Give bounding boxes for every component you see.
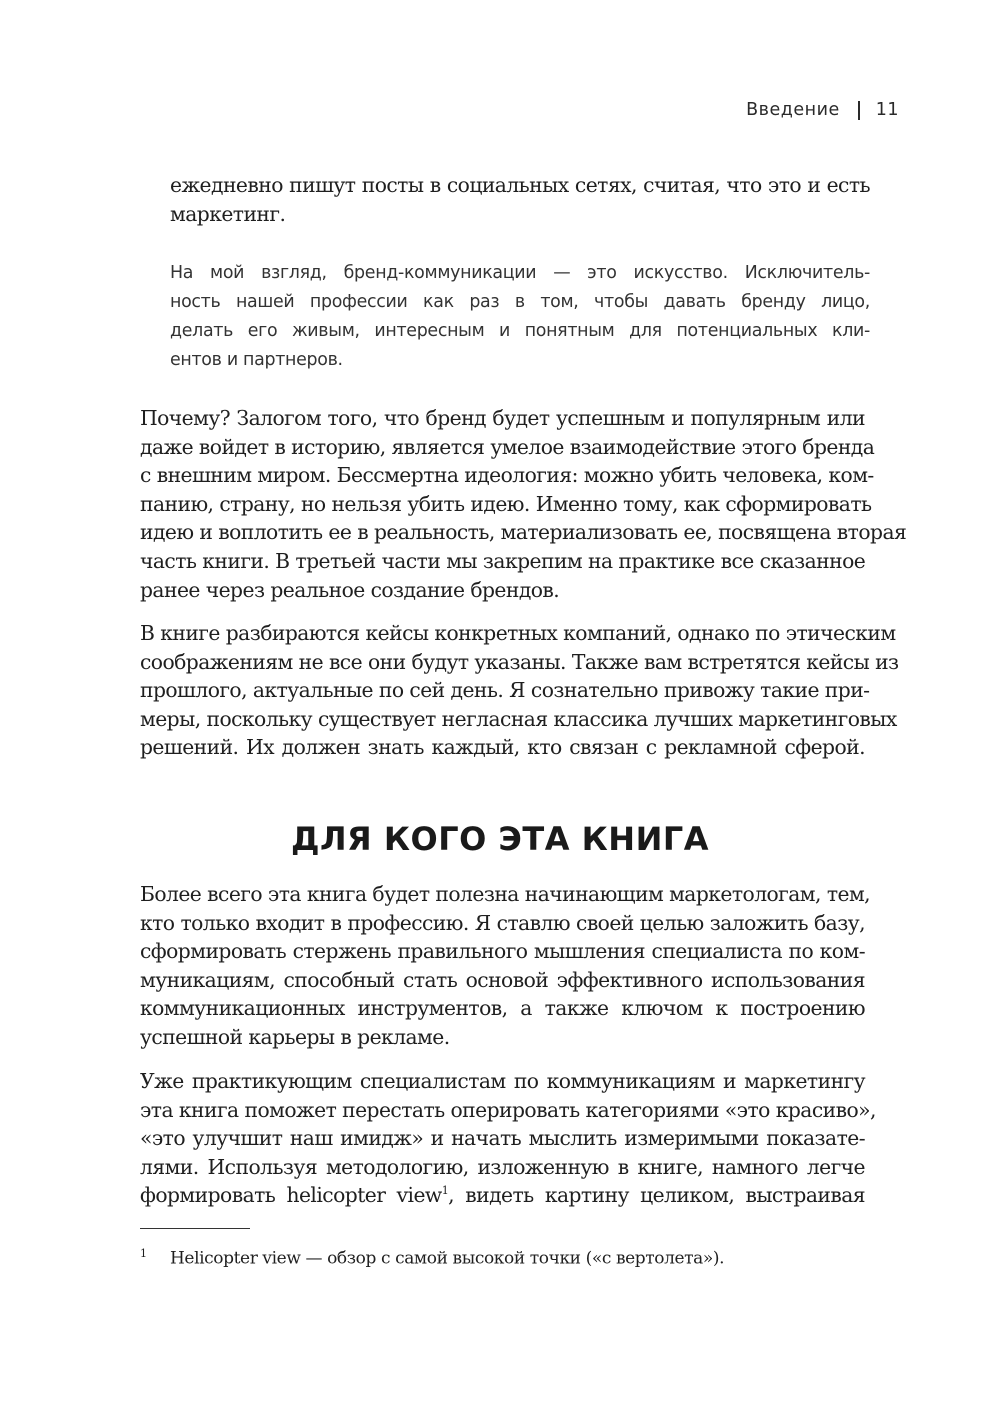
text-line: соображениям не все они будут указаны. Также вам встретятся кейсы из	[140, 649, 899, 674]
text-line: эта книга поможет перестать оперировать категориями «это красиво»,	[140, 1097, 876, 1122]
running-head-separator	[858, 101, 860, 120]
page-number: 11	[875, 100, 899, 120]
footnote-divider	[140, 1228, 250, 1229]
quote-line: ентов и партнеров.	[170, 350, 343, 370]
text-line: ранее через реальное создание брендов.	[140, 577, 560, 602]
text-line: решений. Их должен знать каждый, кто связан с рекламной сферой.	[140, 735, 865, 760]
text-line: с внешним миром. Бессмертна идеология: можно убить человека, ком-	[140, 463, 874, 488]
quote-line: делать его живым, интересным и понятным для потенциальных кли-	[170, 321, 870, 341]
footnote-marker: 1	[140, 1247, 147, 1260]
text-line: панию, страну, но нельзя убить идею. Именно тому, как сформировать	[140, 491, 872, 516]
text-line: «это улучшит наш имидж» и начать мыслить измеримыми показате-	[140, 1126, 865, 1151]
text-line: сформировать стержень правильного мышления специалиста по ком-	[140, 939, 865, 964]
text-line: прошлого, актуальные по сей день. Я сознательно привожу такие при-	[140, 678, 870, 703]
paragraph	[140, 619, 899, 762]
quote-line: На мой взгляд, бренд-коммуникации — это искусство. Исключитель-	[170, 263, 870, 283]
text-line: ежедневно пишут посты в социальных сетях, считая, что это и есть	[170, 173, 870, 197]
paragraph	[140, 404, 907, 604]
running-head	[746, 100, 899, 120]
continued-list-item	[170, 171, 870, 229]
text-line: маркетинг.	[170, 202, 286, 226]
text-line: успешной карьеры в рекламе.	[140, 1024, 450, 1049]
running-head-section: Введение	[746, 100, 840, 120]
text-line: В книге разбираются кейсы конкретных компаний, однако по этическим	[140, 621, 896, 645]
text-line: Почему? Залогом того, что бренд будет успешным и популярным или	[140, 406, 865, 430]
text-fragment: формировать helicopter view	[140, 1183, 442, 1208]
quote-line: ность нашей профессии как раз в том, чтобы давать бренду лицо,	[170, 292, 870, 312]
text-line: даже войдет в историю, является умелое взаимодействие этого бренда	[140, 434, 875, 459]
text-line: Уже практикующим специалистам по коммуникациям и маркетингу	[140, 1069, 865, 1093]
footnote-text: Helicopter view — обзор с самой высокой точки («с вертолета»).	[170, 1248, 725, 1269]
quote-block	[170, 259, 870, 375]
text-fragment: , видеть картину целиком, выстраивая	[448, 1183, 865, 1208]
footnote-reference[interactable]: 1	[441, 1184, 449, 1198]
text-line: муникациям, способный стать основой эффективного использования	[140, 967, 865, 992]
text-line: меры, поскольку существует негласная классика лучших маркетинговых	[140, 706, 897, 731]
text-line: идею и воплотить ее в реальность, материализовать ее, посвящена вторая	[140, 520, 907, 545]
paragraph	[140, 880, 871, 1052]
text-line: лями. Используя методологию, изложенную в книге, намного легче	[140, 1154, 865, 1179]
text-line: кто только входит в профессию. Я ставлю своей целью заложить базу,	[140, 910, 865, 935]
text-line: Более всего эта книга будет полезна начинающим маркетологам, тем,	[140, 882, 871, 906]
text-line: часть книги. В третьей части мы закрепим на практике все сказанное	[140, 548, 866, 573]
paragraph	[140, 1067, 876, 1210]
footnote	[140, 1247, 865, 1269]
text-line	[140, 1181, 865, 1210]
text-line: коммуникационных инструментов, а также ключом к построению	[140, 996, 865, 1021]
section-heading: ДЛЯ КОГО ЭТА КНИГА	[290, 820, 710, 858]
